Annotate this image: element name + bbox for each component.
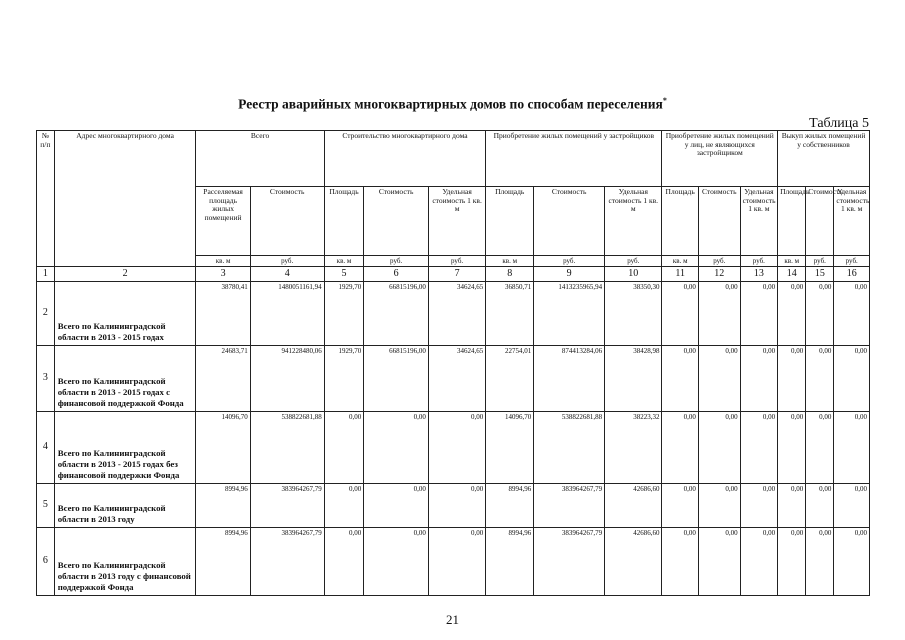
col-number: 7 — [428, 267, 485, 282]
row-index: 4 — [37, 411, 55, 483]
value-cell: 8994,96 — [196, 527, 250, 595]
value-cell: 383964267,79 — [250, 527, 324, 595]
col-number: 4 — [250, 267, 324, 282]
value-cell: 1413235965,94 — [534, 281, 605, 345]
value-cell: 383964267,79 — [534, 527, 605, 595]
value-cell: 0,00 — [324, 411, 364, 483]
col-number: 13 — [740, 267, 778, 282]
value-cell: 0,00 — [364, 483, 429, 527]
value-cell: 0,00 — [834, 527, 870, 595]
value-cell: 0,00 — [778, 281, 806, 345]
row-index: 3 — [37, 345, 55, 411]
value-cell: 66815196,00 — [364, 345, 429, 411]
sub-non-developers-unit-cost: Удельная стоимость 1 кв. м — [740, 187, 778, 256]
col-number: 1 — [37, 267, 55, 282]
col-number: 14 — [778, 267, 806, 282]
unit-cell: руб. — [534, 256, 605, 267]
sub-non-developers-cost: Стоимость — [698, 187, 740, 256]
sub-total-cost: Стоимость — [250, 187, 324, 256]
value-cell: 0,00 — [698, 483, 740, 527]
unit-cell: руб. — [250, 256, 324, 267]
col-number: 5 — [324, 267, 364, 282]
value-cell: 0,00 — [698, 411, 740, 483]
col-number: 2 — [54, 267, 196, 282]
value-cell: 383964267,79 — [534, 483, 605, 527]
row-label: Всего по Калининградской области в 2013 - 2015 годах с финансовой поддержкой Фонда — [54, 345, 196, 411]
unit-cell: кв. м — [324, 256, 364, 267]
value-cell: 36850,71 — [486, 281, 534, 345]
col-number: 15 — [806, 267, 834, 282]
col-number: 12 — [698, 267, 740, 282]
table-row — [37, 345, 870, 411]
sub-construction-cost: Стоимость — [364, 187, 429, 256]
value-cell: 42686,60 — [605, 527, 662, 595]
value-cell: 0,00 — [806, 281, 834, 345]
sub-developers-cost: Стоимость — [534, 187, 605, 256]
sub-developers-unit-cost: Удельная стоимость 1 кв. м — [605, 187, 662, 256]
unit-cell: руб. — [834, 256, 870, 267]
value-cell: 0,00 — [662, 281, 698, 345]
value-cell: 0,00 — [698, 345, 740, 411]
unit-cell: руб. — [428, 256, 485, 267]
unit-cell: кв. м — [486, 256, 534, 267]
header-non-developers: Приобретение жилых помещений у лиц, не являющихся застройщиком — [662, 131, 778, 187]
value-cell: 8994,96 — [486, 527, 534, 595]
value-cell: 0,00 — [834, 345, 870, 411]
table-row — [37, 527, 870, 595]
value-cell: 0,00 — [806, 527, 834, 595]
value-cell: 0,00 — [364, 527, 429, 595]
value-cell: 538822681,88 — [534, 411, 605, 483]
header-buyout: Выкуп жилых помещений у собственников — [778, 131, 870, 187]
value-cell: 38223,32 — [605, 411, 662, 483]
value-cell: 0,00 — [740, 281, 778, 345]
table-label: Таблица 5 — [809, 116, 869, 131]
row-index: 5 — [37, 483, 55, 527]
col-number: 6 — [364, 267, 429, 282]
value-cell: 0,00 — [428, 483, 485, 527]
value-cell: 0,00 — [662, 483, 698, 527]
sub-total-area: Расселяемая площадь жилых помещений — [196, 187, 250, 256]
value-cell: 14096,70 — [486, 411, 534, 483]
registry-table — [36, 130, 870, 596]
col-number: 11 — [662, 267, 698, 282]
value-cell: 14096,70 — [196, 411, 250, 483]
value-cell: 0,00 — [778, 527, 806, 595]
value-cell: 0,00 — [662, 345, 698, 411]
value-cell: 538822681,88 — [250, 411, 324, 483]
unit-cell: кв. м — [196, 256, 250, 267]
value-cell: 941228480,06 — [250, 345, 324, 411]
table-row — [37, 411, 870, 483]
value-cell: 0,00 — [778, 411, 806, 483]
sub-construction-unit-cost: Удельная стоимость 1 кв. м — [428, 187, 485, 256]
sub-buyout-area: Площадь — [778, 187, 806, 256]
value-cell: 0,00 — [324, 527, 364, 595]
value-cell: 0,00 — [834, 281, 870, 345]
value-cell: 0,00 — [740, 527, 778, 595]
value-cell: 0,00 — [698, 281, 740, 345]
col-number: 3 — [196, 267, 250, 282]
header-construction: Строительство многоквартирного дома — [324, 131, 486, 187]
title-footnote-mark: * — [662, 96, 667, 105]
page-number: 21 — [446, 612, 459, 627]
sub-buyout-unit-cost: Удельная стоимость 1 кв. м — [834, 187, 870, 256]
row-index: 2 — [37, 281, 55, 345]
unit-cell: руб. — [740, 256, 778, 267]
data-rows — [37, 281, 870, 595]
value-cell: 0,00 — [834, 483, 870, 527]
value-cell: 0,00 — [834, 411, 870, 483]
value-cell: 8994,96 — [196, 483, 250, 527]
sub-construction-area: Площадь — [324, 187, 364, 256]
value-cell: 0,00 — [662, 527, 698, 595]
header-row-groups — [37, 131, 870, 187]
unit-cell: кв. м — [662, 256, 698, 267]
column-numbers-row — [37, 267, 870, 282]
col-number: 10 — [605, 267, 662, 282]
value-cell: 24683,71 — [196, 345, 250, 411]
value-cell: 34624,65 — [428, 345, 485, 411]
value-cell: 874413284,06 — [534, 345, 605, 411]
value-cell: 0,00 — [364, 411, 429, 483]
row-label: Всего по Калининградской области в 2013 году — [54, 483, 196, 527]
value-cell: 0,00 — [662, 411, 698, 483]
value-cell: 34624,65 — [428, 281, 485, 345]
value-cell: 38350,30 — [605, 281, 662, 345]
value-cell: 0,00 — [740, 345, 778, 411]
col-number: 8 — [486, 267, 534, 282]
value-cell: 0,00 — [428, 411, 485, 483]
header-num: № п/п — [37, 131, 55, 267]
table-row — [37, 483, 870, 527]
value-cell: 1929,70 — [324, 281, 364, 345]
row-label: Всего по Калининградской области в 2013 году с финансовой поддержкой Фонда — [54, 527, 196, 595]
col-number: 16 — [834, 267, 870, 282]
unit-cell: руб. — [605, 256, 662, 267]
header-developers: Приобретение жилых помещений у застройщиков — [486, 131, 662, 187]
value-cell: 0,00 — [778, 483, 806, 527]
title-text: Реестр аварийных многоквартирных домов по способам переселения — [238, 96, 663, 112]
value-cell: 38780,41 — [196, 281, 250, 345]
value-cell: 0,00 — [806, 411, 834, 483]
header-total: Всего — [196, 131, 324, 187]
value-cell: 22754,01 — [486, 345, 534, 411]
unit-cell: руб. — [364, 256, 429, 267]
row-label: Всего по Калининградской области в 2013 - 2015 годах — [54, 281, 196, 345]
unit-cell: кв. м — [778, 256, 806, 267]
value-cell: 0,00 — [698, 527, 740, 595]
col-number: 9 — [534, 267, 605, 282]
value-cell: 1929,70 — [324, 345, 364, 411]
value-cell: 0,00 — [324, 483, 364, 527]
value-cell: 0,00 — [740, 483, 778, 527]
value-cell: 1480051161,94 — [250, 281, 324, 345]
value-cell: 0,00 — [740, 411, 778, 483]
header-address: Адрес многоквартирного дома — [54, 131, 196, 267]
value-cell: 42686,60 — [605, 483, 662, 527]
sub-non-developers-area: Площадь — [662, 187, 698, 256]
value-cell: 0,00 — [806, 345, 834, 411]
page-title — [0, 96, 905, 113]
value-cell: 38428,98 — [605, 345, 662, 411]
sub-developers-area: Площадь — [486, 187, 534, 256]
value-cell: 8994,96 — [486, 483, 534, 527]
value-cell: 0,00 — [806, 483, 834, 527]
sub-buyout-cost: Стоимость — [806, 187, 834, 256]
unit-cell: руб. — [806, 256, 834, 267]
table-row — [37, 281, 870, 345]
value-cell: 66815196,00 — [364, 281, 429, 345]
unit-cell: руб. — [698, 256, 740, 267]
value-cell: 0,00 — [428, 527, 485, 595]
value-cell: 0,00 — [778, 345, 806, 411]
row-label: Всего по Калининградской области в 2013 - 2015 годах без финансовой поддержки Фонда — [54, 411, 196, 483]
row-index: 6 — [37, 527, 55, 595]
value-cell: 383964267,79 — [250, 483, 324, 527]
